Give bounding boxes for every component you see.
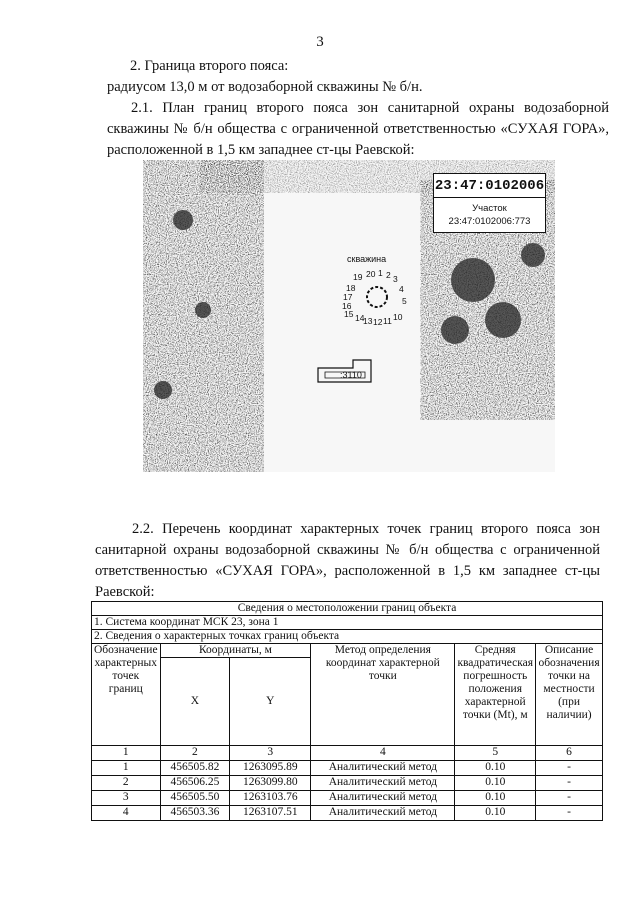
header-y: Y [230, 658, 311, 746]
point-label: 4 [399, 284, 404, 294]
point-label: 12 [373, 317, 383, 327]
table-row [92, 776, 603, 791]
y-value: 1263107.51 [230, 806, 311, 821]
point-label: 10 [393, 312, 403, 322]
point-label: 18 [346, 283, 356, 293]
plot-label-box [433, 197, 546, 233]
point-label: 20 [366, 269, 376, 279]
x-value: 456505.50 [160, 791, 230, 806]
error-value: 0.10 [455, 776, 536, 791]
description-value: - [536, 776, 603, 791]
method-value: Аналитический метод [311, 806, 455, 821]
point-label: 5 [402, 296, 407, 306]
coordinates-table [91, 601, 603, 821]
table-title: Сведения о местоположении границ объекта [92, 602, 603, 616]
point-label: 17 [343, 292, 353, 302]
x-value: 456506.25 [160, 776, 230, 791]
description-value: - [536, 761, 603, 776]
section-heading: 2. Граница второго пояса: [130, 58, 289, 74]
point-label: 13 [363, 316, 373, 326]
error-value: 0.10 [455, 791, 536, 806]
plan-paragraph: 2.1. План границ второго пояса зон санитарной охраны водозаборной скважины № б/н общества с ограниченной ответственностью «СУХАЯ ГОРА», расположенной в 1,5 км западнее ст-цы Раевской: [107, 100, 609, 158]
points-info: 2. Сведения о характерных точках границ объекта [92, 630, 603, 644]
method-value: Аналитический метод [311, 776, 455, 791]
table-row [92, 806, 603, 821]
plot-label: Участок [472, 203, 507, 214]
x-value: 456505.82 [160, 761, 230, 776]
zone-circle [367, 287, 387, 307]
column-number: 6 [536, 746, 603, 761]
coords-paragraph: 2.2. Перечень координат характерных точек границ второго пояса зон санитарной охраны водозаборной скважины № б/н общества с ограниченной ответственностью «СУХАЯ ГОРА», расположенной в 1,5 км западнее ст-цы Раевской: [95, 521, 600, 600]
method-value: Аналитический метод [311, 791, 455, 806]
radius-text: радиусом 13,0 м от водозаборной скважины № б/н. [107, 79, 423, 95]
y-value: 1263095.89 [230, 761, 311, 776]
point-number: 3 [92, 791, 161, 806]
page-number: 3 [316, 34, 324, 50]
column-number: 1 [92, 746, 161, 761]
error-value: 0.10 [455, 806, 536, 821]
y-value: 1263103.76 [230, 791, 311, 806]
header-designation: Обозначение характерных точек границ [92, 644, 161, 746]
point-number: 4 [92, 806, 161, 821]
point-label: 3 [393, 274, 398, 284]
x-value: 456503.36 [160, 806, 230, 821]
header-method: Метод определения координат характерной точки [311, 644, 455, 746]
point-label: 19 [353, 272, 363, 282]
point-number: 1 [92, 761, 161, 776]
table-row [92, 791, 603, 806]
column-number: 3 [230, 746, 311, 761]
method-value: Аналитический метод [311, 761, 455, 776]
point-label: 2 [386, 270, 391, 280]
column-number: 5 [455, 746, 536, 761]
header-description: Описание обозначения точки на местности (при наличии) [536, 644, 603, 746]
point-label: 1 [378, 268, 383, 278]
point-label: 16 [342, 301, 352, 311]
point-label: 14 [355, 313, 365, 323]
description-value: - [536, 806, 603, 821]
point-number: 2 [92, 776, 161, 791]
header-error: Средняя квадратическая погрешность положения характерной точки (Mt), м [455, 644, 536, 746]
coordinate-system: 1. Система координат МСК 23, зона 1 [92, 616, 603, 630]
point-label: 15 [344, 309, 354, 319]
well-label: скважина [347, 254, 387, 264]
plot-number: 23:47:0102006:773 [448, 216, 531, 227]
header-x: X [160, 658, 230, 746]
parcel-label: :3110 [340, 370, 362, 380]
column-number: 4 [311, 746, 455, 761]
y-value: 1263099.80 [230, 776, 311, 791]
column-number: 2 [160, 746, 230, 761]
point-label: 11 [383, 316, 392, 326]
table-row [92, 761, 603, 776]
cadastral-block-label: 23:47:0102006 [433, 173, 546, 201]
description-value: - [536, 791, 603, 806]
header-coords: Координаты, м [160, 644, 311, 658]
error-value: 0.10 [455, 761, 536, 776]
